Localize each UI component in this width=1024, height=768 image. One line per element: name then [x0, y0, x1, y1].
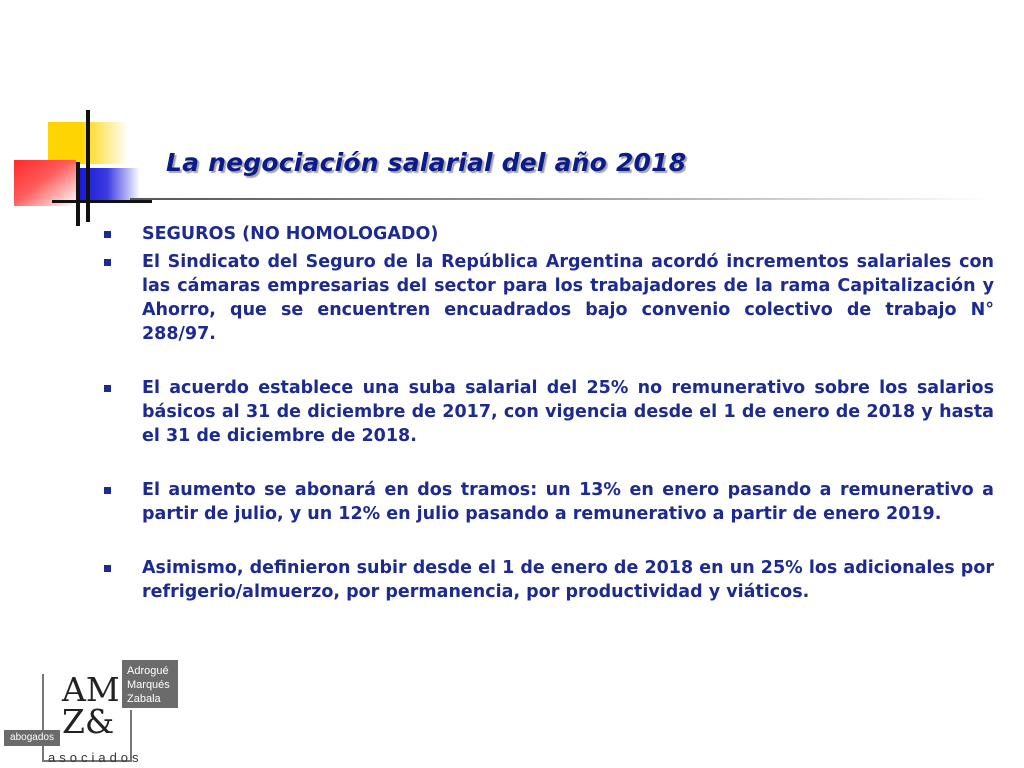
bullet-list — [100, 222, 994, 604]
list-item — [100, 250, 994, 346]
monogram-line: Z& — [62, 702, 115, 741]
bullet-icon — [104, 259, 111, 266]
firm-name-box — [122, 660, 178, 708]
firm-logo — [0, 660, 200, 768]
firm-name-line: Adrogué — [127, 665, 169, 677]
vertical-line — [86, 110, 90, 222]
list-item-text: El aumento se abonará en dos tramos: un 13% en enero pasando a remunerativo a partir de julio, y un 12% en julio pasando a remunerativo a partir de enero 2019. — [142, 480, 994, 524]
slide-title: La negociación salarial del año 2018 — [166, 148, 687, 177]
bullet-icon — [104, 385, 111, 392]
decorative-corner-graphic — [0, 0, 200, 240]
list-item-text: SEGUROS (NO HOMOLOGADO) — [142, 224, 439, 244]
list-item — [100, 222, 994, 246]
firm-name-line: Zabala — [127, 693, 161, 705]
logo-monogram — [62, 670, 120, 741]
monogram-line: AM — [62, 670, 120, 709]
firm-name-line: Marqués — [127, 679, 170, 691]
logo-tag: abogados — [4, 730, 60, 746]
list-item — [100, 376, 994, 448]
vertical-line-short — [76, 162, 80, 226]
horizontal-line — [52, 200, 152, 203]
logo-suffix: asociados — [48, 750, 143, 765]
logo-frame — [42, 674, 44, 762]
bullet-icon — [104, 487, 111, 494]
bullet-icon — [104, 565, 111, 572]
title-underline — [130, 198, 990, 200]
list-item-text: Asimismo, definieron subir desde el 1 de enero de 2018 en un 25% los adicionales por refrigerio/almuerzo, por permanencia, por productividad y viáticos. — [142, 558, 994, 602]
list-item-text: El acuerdo establece una suba salarial del 25% no remunerativo sobre los salarios básicos al 31 de diciembre de 2017, con vigencia desde el 1 de enero de 2018 y hasta el 31 de diciembre de 2018. — [142, 378, 994, 446]
list-item — [100, 478, 994, 526]
list-item-text: El Sindicato del Seguro de la República Argentina acordó incrementos salariales con las cámaras empresarias del sector para los trabajadores de la rama Capitalización y Ahorro, que se encuentren encuadrados bajo convenio colectivo de trabajo N° 288/97. — [142, 252, 994, 344]
bullet-icon — [104, 231, 111, 238]
list-item — [100, 556, 994, 604]
